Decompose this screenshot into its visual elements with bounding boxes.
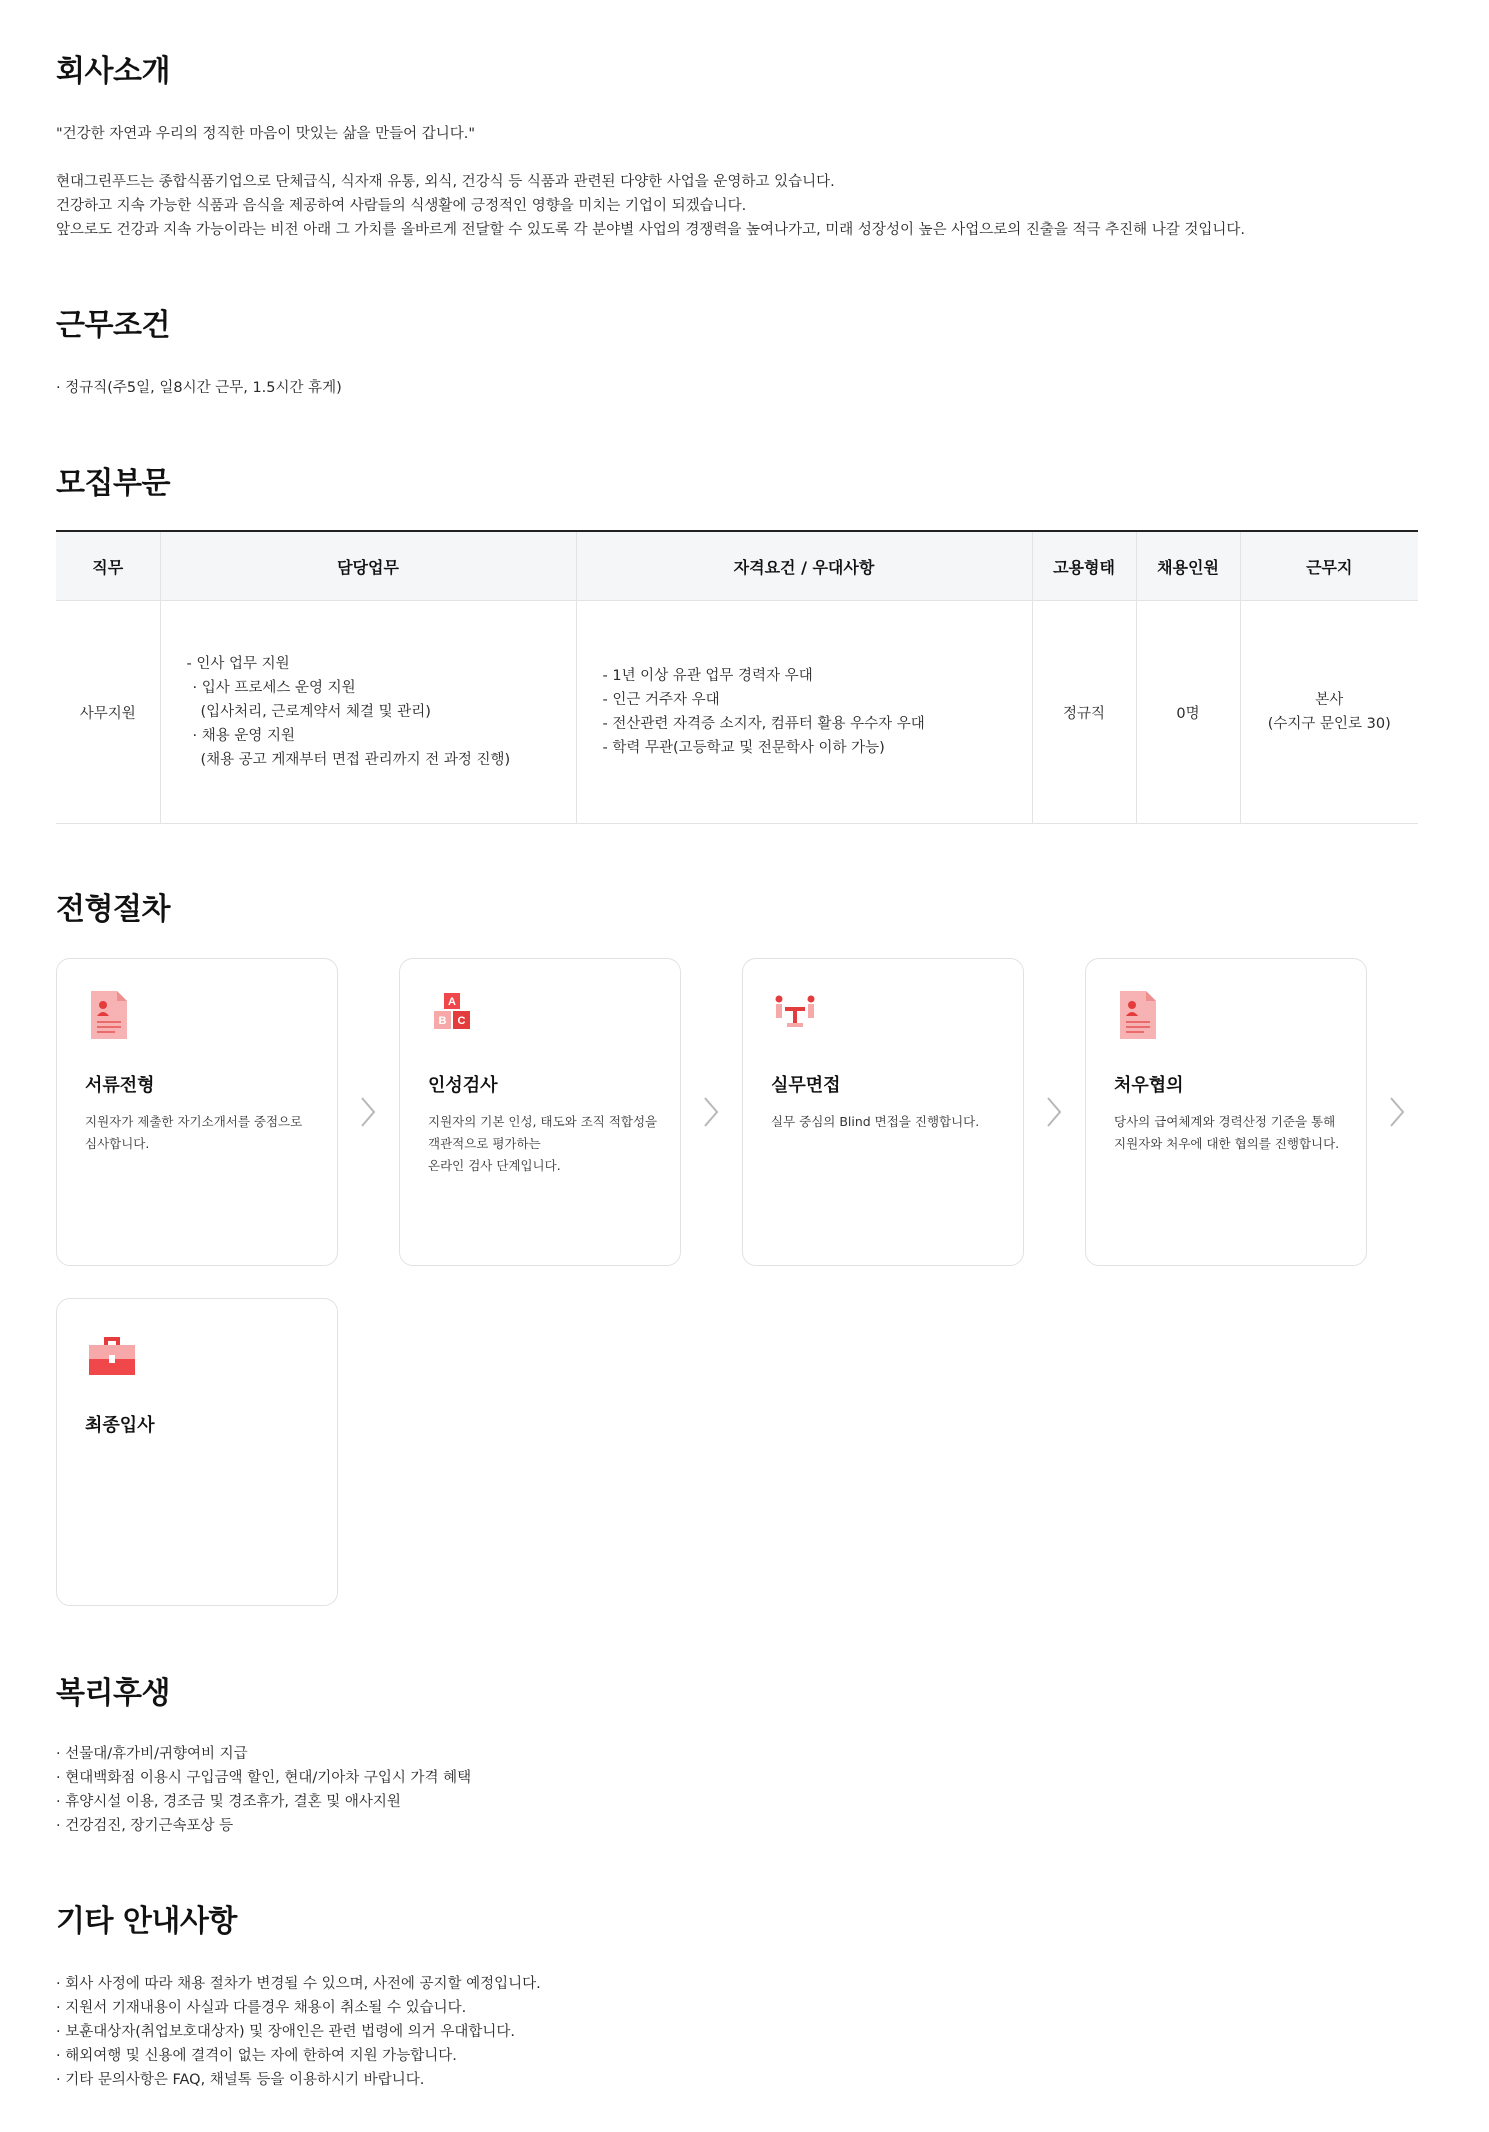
welfare-line-4: · 건강검진, 장기근속포상 등 [56, 1818, 234, 1834]
cell-headcount: 0명 [1136, 601, 1240, 824]
svg-text:B: B [438, 1015, 447, 1027]
etc-line-5: · 기타 문의사항은 FAQ, 채널톡 등을 이용하시기 바랍니다. [56, 2072, 425, 2088]
qualification-item: - 전산관련 자격증 소지자, 컴퓨터 활용 우수자 우대 [602, 716, 925, 732]
etc-line-3: · 보훈대상자(취업보호대상자) 및 장애인은 관련 법령에 의거 우대합니다. [56, 2024, 515, 2040]
col-header-employment-type: 고용형태 [1032, 531, 1136, 601]
qualification-item: - 인근 거주자 우대 [602, 692, 720, 708]
company-line-2: 건강하고 지속 가능한 식품과 음식을 제공하여 사람들의 식생활에 긍정적인 영향을 미치는 기업이 되겠습니다. [56, 198, 747, 214]
step-title: 처우협의 [1114, 1075, 1184, 1096]
company-line-3: 앞으로도 건강과 지속 가능이라는 비전 아래 그 가치를 올바르게 전달할 수 있도록 각 분야별 사업의 경쟁력을 높여나가고, 미래 성장성이 높은 사업으로의 진출을 적극 추진해 나갈 것입니다. [56, 222, 1245, 238]
step-desc [771, 1111, 1007, 1133]
duty-item: · 입사 프로세스 운영 지원 [192, 680, 356, 696]
etc-line-4: · 해외여행 및 신용에 결격이 없는 자에 한하여 지원 가능합니다. [56, 2048, 457, 2064]
step-desc-line: 지원자의 기본 인성, 태도와 조직 적합성을 [428, 1114, 658, 1129]
col-header-job: 직무 [56, 531, 160, 601]
step-title: 서류전형 [85, 1075, 155, 1096]
cell-job: 사무지원 [56, 601, 160, 824]
col-header-headcount: 채용인원 [1136, 531, 1240, 601]
step-title: 최종입사 [85, 1415, 155, 1436]
welfare-line-3: · 휴양시설 이용, 경조금 및 경조휴가, 결혼 및 애사지원 [56, 1794, 401, 1810]
etc-line-1: · 회사 사정에 따라 채용 절차가 변경될 수 있으며, 사전에 공지할 예정입니다. [56, 1976, 541, 1992]
company-heading: 회사소개 [56, 54, 170, 89]
duty-item: (입사처리, 근로계약서 체결 및 관리) [200, 704, 431, 720]
location-address: (수지구 문인로 30) [1267, 716, 1391, 732]
step-desc-line: 온라인 검사 단계입니다. [428, 1158, 561, 1173]
step-card-negotiation [1085, 958, 1367, 1266]
step-card-document-screening [56, 958, 338, 1266]
step-title: 인성검사 [428, 1075, 498, 1096]
step-desc [1114, 1111, 1350, 1155]
chevron-right-icon [701, 1095, 721, 1129]
process-heading: 전형절차 [56, 892, 170, 927]
conditions-line-1: · 정규직(주5일, 일8시간 근무, 1.5시간 휴게) [56, 380, 342, 396]
conditions-heading: 근무조건 [56, 308, 170, 343]
cell-duties [160, 601, 576, 824]
step-card-interview [742, 958, 1024, 1266]
table-header-row [56, 531, 1418, 601]
step-desc-line: 심사합니다. [85, 1136, 150, 1151]
step-card-personality-test [399, 958, 681, 1266]
company-line-1: 현대그린푸드는 종합식품기업으로 단체급식, 식자재 유통, 외식, 건강식 등 식품과 관련된 다양한 사업을 운영하고 있습니다. [56, 174, 835, 190]
col-header-duties: 담당업무 [160, 531, 576, 601]
step-desc-line: 당사의 급여체계와 경력산정 기준을 통해 [1114, 1114, 1336, 1129]
company-quote: "건강한 자연과 우리의 정직한 마음이 맛있는 삶을 만들어 갑니다." [56, 126, 476, 142]
table-row [56, 601, 1418, 824]
chevron-right-icon [1044, 1095, 1064, 1129]
chevron-right-icon [358, 1095, 378, 1129]
document-icon [1116, 989, 1160, 1041]
briefcase-icon [87, 1329, 137, 1381]
recruit-heading: 모집부문 [56, 466, 170, 501]
cell-employment-type: 정규직 [1032, 601, 1136, 824]
svg-text:A: A [448, 996, 456, 1008]
step-card-final-hire [56, 1298, 338, 1606]
cell-qualifications [576, 601, 1032, 824]
interview-icon [773, 989, 817, 1041]
recruit-table [56, 530, 1418, 824]
duty-item: - 인사 업무 지원 [186, 656, 290, 672]
welfare-heading: 복리후생 [56, 1676, 170, 1711]
chevron-right-icon [1387, 1095, 1407, 1129]
qualification-item: - 1년 이상 유관 업무 경력자 우대 [602, 668, 813, 684]
abc-blocks-icon [430, 989, 474, 1041]
col-header-location: 근무지 [1240, 531, 1418, 601]
cell-location [1240, 601, 1418, 824]
duty-item: · 채용 운영 지원 [192, 728, 295, 744]
duty-item: (채용 공고 게재부터 면접 관리까지 전 과정 진행) [200, 752, 511, 768]
qualification-item: - 학력 무관(고등학교 및 전문학사 이하 가능) [602, 740, 885, 756]
location-name: 본사 [1315, 692, 1344, 708]
welfare-line-1: · 선물대/휴가비/귀향여비 지급 [56, 1746, 248, 1762]
document-icon [87, 989, 131, 1041]
step-title: 실무면접 [771, 1075, 841, 1096]
step-desc-line: 실무 중심의 Blind 면접을 진행합니다. [771, 1114, 980, 1129]
step-desc [428, 1111, 664, 1177]
step-desc-line: 객관적으로 평가하는 [428, 1136, 541, 1151]
step-desc [85, 1111, 321, 1155]
etc-line-2: · 지원서 기재내용이 사실과 다를경우 채용이 취소될 수 있습니다. [56, 2000, 467, 2016]
col-header-qualifications: 자격요건 / 우대사항 [576, 531, 1032, 601]
step-desc-line: 지원자와 처우에 대한 협의를 진행합니다. [1114, 1136, 1340, 1151]
etc-heading: 기타 안내사항 [56, 1904, 237, 1939]
step-desc-line: 지원자가 제출한 자기소개서를 중점으로 [85, 1114, 303, 1129]
svg-text:C: C [457, 1015, 466, 1027]
welfare-line-2: · 현대백화점 이용시 구입금액 할인, 현대/기아차 구입시 가격 혜택 [56, 1770, 472, 1786]
